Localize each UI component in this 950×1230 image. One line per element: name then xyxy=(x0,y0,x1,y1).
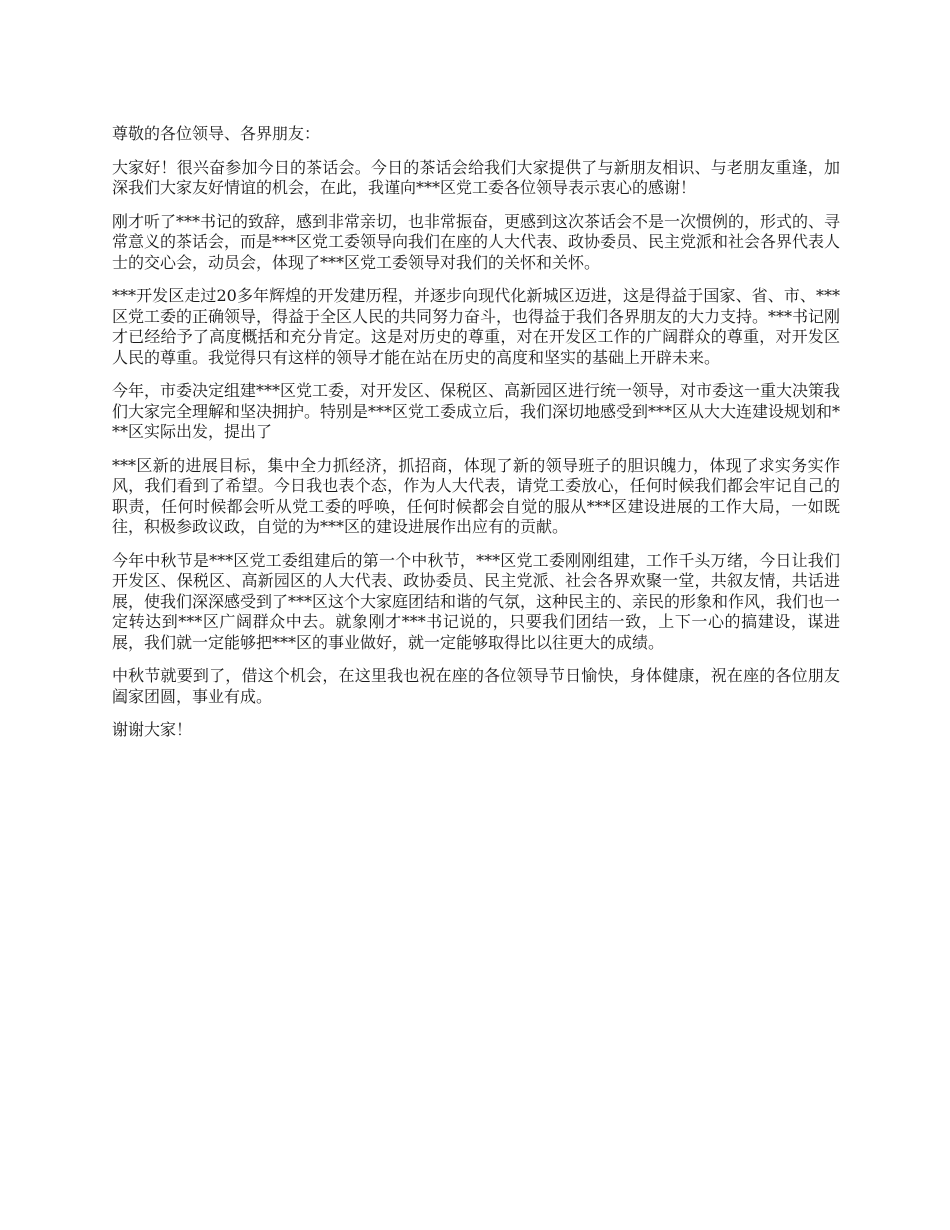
greeting-line: 尊敬的各位领导、各界朋友： xyxy=(112,124,321,143)
paragraph-6: 今年中秋节是***区党工委组建后的第一个中秋节，***区党工委刚刚组建，工作千头万绪，今日让我们开发区、保税区、高新园区的人大代表、政协委员、民主党派、社会各界欢聚一堂，共叙友情，共话进展，使我们深深感受到了***区这个大家庭团结和谐的气氛，这种民主的、亲民的形象和作风，我们也一定转达到***区广阔群众中去。就象刚才***书记说的，只要我们团结一致，上下一心的搞建设，谋进展，我们就一定能够把***区的事业做好，就一定能够取得比以往更大的成绩。 xyxy=(112,550,841,652)
paragraph-7: 中秋节就要到了，借这个机会，在这里我也祝在座的各位领导节日愉快，身体健康，祝在座的各位朋友阖家团圆，事业有成。 xyxy=(112,666,840,706)
paragraph-5: ***区新的进展目标，集中全力抓经济，抓招商，体现了新的领导班子的胆识魄力，体现了求实务实作风，我们看到了希望。今日我也表个态，作为人大代表，请党工委放心，任何时候我们都会牢记自己的职责，任何时候都会听从党工委的呼唤，任何时候都会自觉的服从***区建设进展的工作大局，一如既往，积极参政议政，自觉的为***区的建设进展作出应有的贡献。 xyxy=(112,455,840,536)
paragraph-1: 大家好！很兴奋参加今日的茶话会。今日的茶话会给我们大家提供了与新朋友相识、与老朋友重逢，加深我们大家友好情谊的机会，在此，我谨向***区党工委各位领导表示衷心的感谢！ xyxy=(112,157,840,197)
document-body xyxy=(112,124,840,754)
paragraph-4: 今年，市委决定组建***区党工委，对开发区、保税区、高新园区进行统一领导，对市委这一重大决策我们大家完全理解和坚决拥护。特别是***区党工委成立后，我们深切地感受到***区从大大连建设规划和***区实际出发，提出了 xyxy=(112,381,841,441)
paragraph-2: 刚才听了***书记的致辞，感到非常亲切，也非常振奋，更感到这次茶话会不是一次惯例的，形式的、寻常意义的茶话会，而是***区党工委领导向我们在座的人大代表、政协委员、民主党派和社会各界代表人士的交心会，动员会，体现了***区党工委领导对我们的关怀和关怀。 xyxy=(112,211,841,272)
closing-line: 谢谢大家！ xyxy=(112,720,193,739)
paragraph-3: ***开发区走过20多年辉煌的开发建历程，并逐步向现代化新城区迈进，这是得益于国家、省、市、***区党工委的正确领导，得益于全区人民的共同努力奋斗，也得益于我们各界朋友的大力支持。***书记刚才已经给予了高度概括和充分肯定。这是对历史的尊重，对在开发区工作的广阔群众的尊重，对开发区人民的尊重。我觉得只有这样的领导才能在站在历史的高度和坚实的基础上开辟未来。 xyxy=(112,286,841,367)
